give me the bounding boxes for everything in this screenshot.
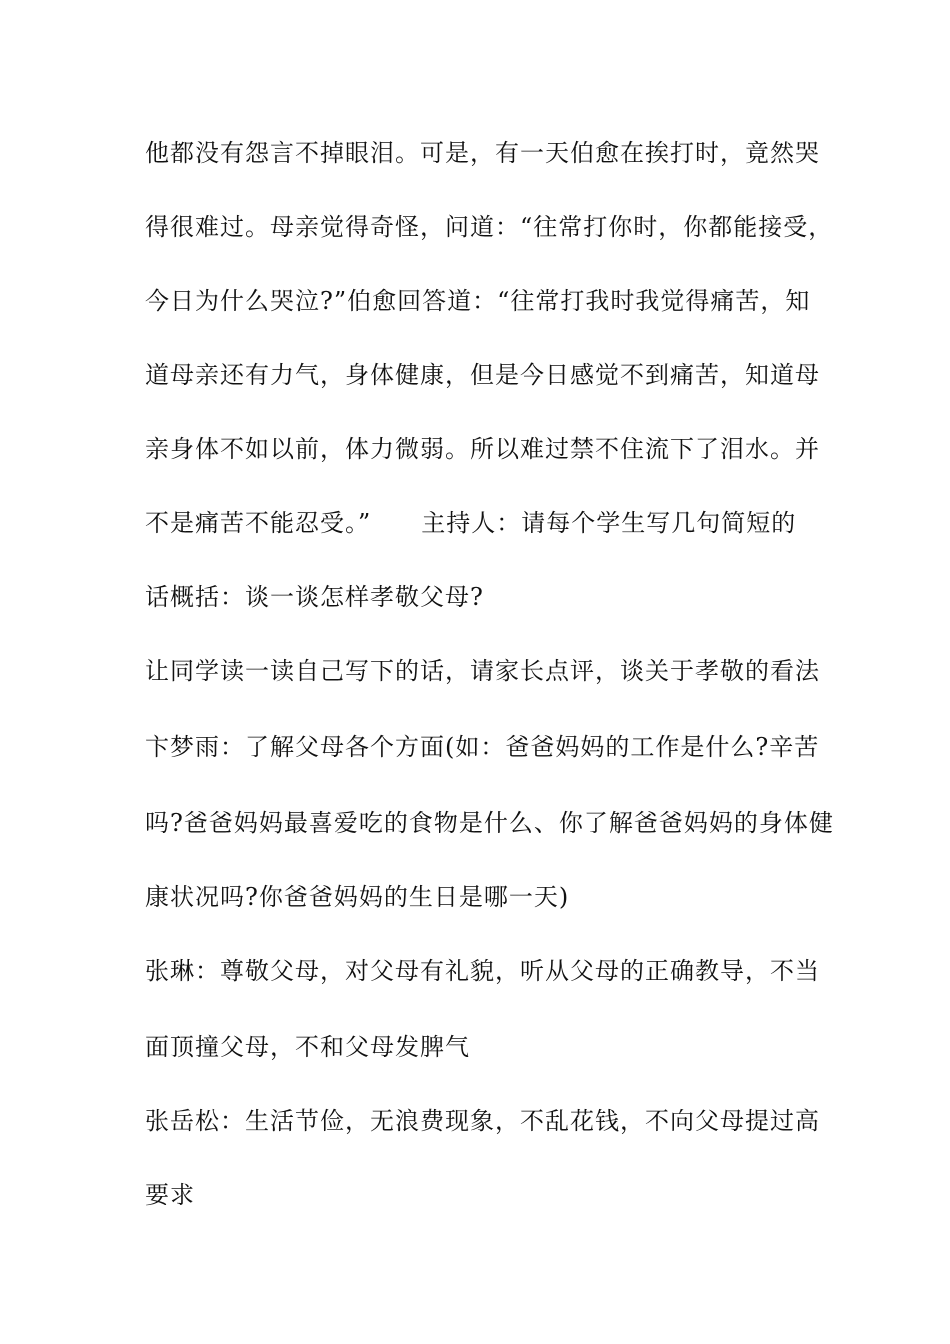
text-line: 张琳：尊敬父母，对父母有礼貌，听从父母的正确教导，不当 <box>145 957 820 985</box>
text-line: 张岳松：生活节俭，无浪费现象，不乱花钱，不向父母提过高 <box>145 1107 820 1135</box>
text-line: 要求 <box>145 1181 195 1209</box>
text-line: 他都没有怨言不掉眼泪。可是，有一天伯愈在挨打时，竟然哭 <box>145 139 820 167</box>
text-line: 面顶撞父母，不和父母发脾气 <box>145 1033 470 1061</box>
text-line: 道母亲还有力气，身体健康，但是今日感觉不到痛苦，知道母 <box>145 361 820 389</box>
text-line: 让同学读一读自己写下的话，请家长点评，谈关于孝敬的看法 <box>145 657 820 685</box>
text-line: 得很难过。母亲觉得奇怪，问道：“往常打你时，你都能接受， <box>145 213 834 241</box>
text-line: 话概括：谈一谈怎样孝敬父母? <box>145 583 484 611</box>
text-line: 康状况吗?你爸爸妈妈的生日是哪一天) <box>145 883 570 911</box>
text-line: 吗?爸爸妈妈最喜爱吃的食物是什么、你了解爸爸妈妈的身体健 <box>145 809 834 837</box>
text-line: 不是痛苦不能忍受。” 主持人：请每个学生写几句简短的 <box>145 509 797 537</box>
text-line: 卞梦雨：了解父母各个方面(如：爸爸妈妈的工作是什么?辛苦 <box>145 733 820 761</box>
text-line: 今日为什么哭泣?”伯愈回答道：“往常打我时我觉得痛苦，知 <box>145 287 811 315</box>
text-line: 亲身体不如以前，体力微弱。所以难过禁不住流下了泪水。并 <box>145 435 820 463</box>
